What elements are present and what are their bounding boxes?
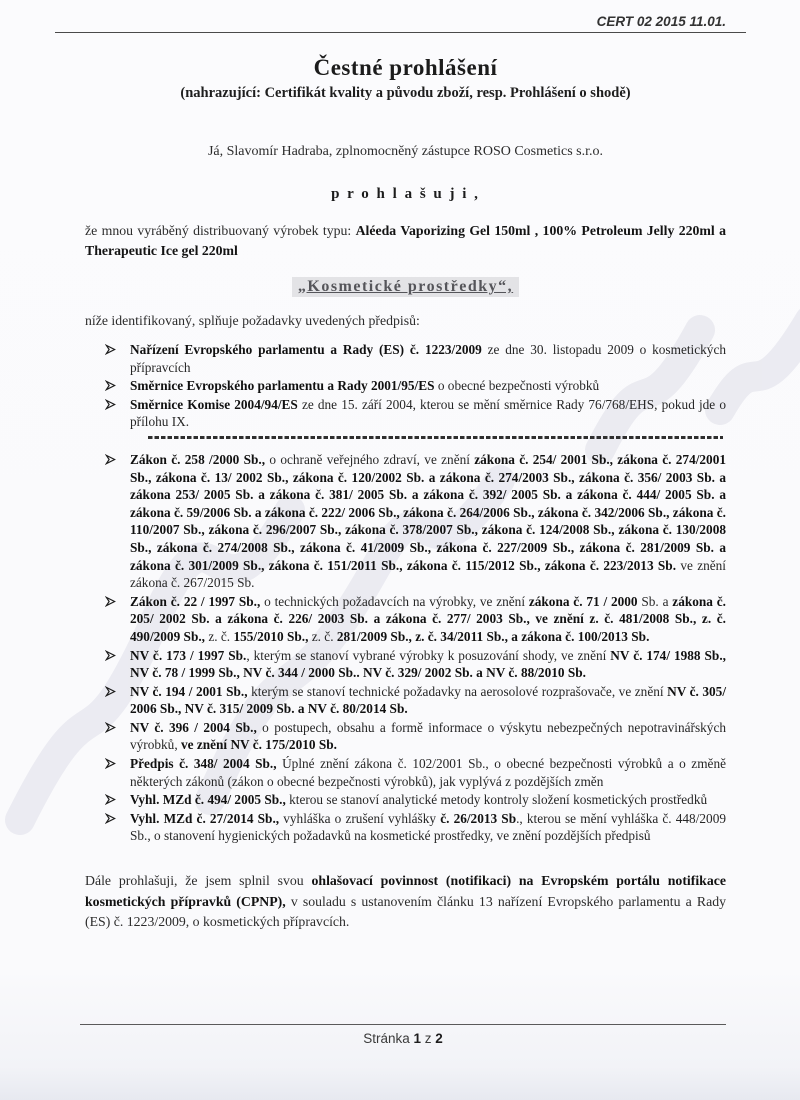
legal-item	[105, 683, 726, 718]
arrow-bullet-icon	[105, 794, 116, 805]
legal-item-text: Vyhl. MZd č. 27/2014 Sb., vyhláška o zrušení vyhlášky č. 26/2013 Sb., kterou se mění vyhláška č. 448/2009 Sb., o stanovení hygienických požadavků na kosmetické prostředky, ve znění pozdějších předpisů	[130, 810, 726, 844]
product-paragraph: že mnou vyráběný distribuovaný výrobek typu: Aléeda Vaporizing Gel 150ml , 100% Petroleum Jelly 220ml a Therapeutic Ice gel 220ml	[85, 223, 727, 258]
arrow-bullet-icon	[105, 454, 116, 465]
page-number-label: Stránka 1 z 2	[363, 1031, 443, 1046]
closing-paragraph: Dále prohlašuji, že jsem splnil svou ohlašovací povinnost (notifikaci) na Evropském portálu notifikace kosmetických přípravků (CPNP), v souladu s ustanovením článku 13 nařízení Evropského parlamentu a Rady (ES) č. 1223/2009, o kosmetických přípravcích.	[85, 873, 726, 930]
legal-item	[105, 810, 726, 845]
legal-item-text: Směrnice Komise 2004/94/ES ze dne 15. září 2004, kterou se mění směrnice Rady 76/768/EHS, pokud jde o přílohu IX.	[130, 396, 726, 430]
declaration-word: p r o h l a š u j i ,	[331, 186, 480, 202]
legal-item-text: Nařízení Evropského parlamentu a Rady (ES) č. 1223/2009 ze dne 30. listopadu 2009 o kosmetických přípravcích	[130, 342, 726, 375]
compliance-intro: níže identifikovaný, splňuje požadavky uvedených předpisů:	[85, 313, 420, 328]
legal-item-text: NV č. 396 / 2004 Sb., o postupech, obsahu a formě informace o výskytu nebezpečných nepotravinářských výrobků, ve znění NV č. 175/2010 Sb.	[130, 719, 726, 753]
arrow-bullet-icon	[105, 722, 116, 733]
legal-item	[105, 755, 726, 790]
arrow-bullet-icon	[105, 344, 116, 355]
arrow-bullet-icon	[105, 758, 116, 769]
legal-item	[105, 791, 726, 809]
legal-item-text: Zákon č. 258 /2000 Sb., o ochraně veřejného zdraví, ve znění zákona č. 254/ 2001 Sb., zákona č. 274/2001 Sb., zákona č. 13/ 2002 Sb., zákona č. 120/2002 Sb. a zákona č. 274/2003 Sb., zákona č. 356/ 2003 Sb. a zákona 253/ 2005 Sb. a zákona č. 381/ 2005 Sb. a zákona č. 392/ 2005 Sb. a zákona č. 444/ 2005 Sb. a zákona č. 59/2006 Sb. a zákona č. 222/ 2006 Sb., zákona č. 264/2006 Sb., zákona č. 342/2006 Sb., zákona č. 110/2007 Sb., zákona č. 296/2007 Sb., zákona č. 378/2007 Sb., zákona č. 124/2008 Sb., zákona č. 130/2008 Sb., zákona č. 274/2008 Sb., zákona č. 41/2009 Sb., zákona č. 227/2009 Sb., zákona č. 281/2009 Sb. a zákona č. 301/2009 Sb., zákona č. 151/2011 Sb., zákona č. 115/2012 Sb., zákona č. 223/2013 Sb. ve znění zákona č. 267/2015 Sb.	[130, 451, 727, 591]
page-footer	[80, 1024, 726, 1046]
category-line	[85, 277, 726, 297]
arrow-bullet-icon	[105, 596, 116, 607]
dashed-separator	[148, 436, 723, 439]
declarant-line: Já, Slavomír Hadraba, zplnomocněný zástupce ROSO Cosmetics s.r.o.	[207, 144, 604, 159]
regulations-secondary-list	[85, 451, 726, 845]
legal-item-text: Zákon č. 22 / 1997 Sb., o technických požadavcích na výrobky, ve znění zákona č. 71 / 2000 Sb. a zákona č. 205/ 2002 Sb. a zákona č. 226/ 2003 Sb. a zákona č. 277/ 2003 Sb., ve znění z. č. 481/2008 Sb., z. č. 490/2009 Sb., z. č. 155/2010 Sb., z. č. 281/2009 Sb., z. č. 34/2011 Sb., a zákona č. 100/2013 Sb.	[130, 593, 726, 644]
legal-item-text: Vyhl. MZd č. 494/ 2005 Sb., kterou se stanoví analytické metody kontroly složení kosmetických prostředků	[130, 792, 708, 808]
legal-item-text: NV č. 194 / 2001 Sb., kterým se stanoví technické požadavky na aerosolové rozprašovače, ve znění NV č. 305/ 2006 Sb., NV č. 315/ 2009 Sb. a NV č. 80/2014 Sb.	[130, 683, 727, 717]
legal-item-text: Předpis č. 348/ 2004 Sb., Úplné znění zákona č. 102/2001 Sb., o obecné bezpečnosti výrobků a o změně některých zákonů (zákon o obecné bezpečnosti výrobků), jak vyplývá z pozdějších změn	[130, 756, 727, 789]
page-title: Čestné prohlášení	[313, 55, 498, 80]
header-rule	[55, 32, 746, 33]
legal-item	[105, 341, 726, 376]
regulations-primary-list	[85, 341, 726, 431]
legal-item-text: Směrnice Evropského parlamentu a Rady 2001/95/ES o obecné bezpečnosti výrobků	[130, 378, 600, 394]
legal-item	[105, 647, 726, 682]
arrow-bullet-icon	[105, 399, 116, 410]
legal-item	[105, 451, 726, 592]
arrow-bullet-icon	[105, 686, 116, 697]
arrow-bullet-icon	[105, 380, 116, 391]
legal-item	[105, 593, 726, 646]
legal-item-text: NV č. 173 / 1997 Sb., kterým se stanoví vybrané výrobky k posuzování shody, ve znění NV č. 174/ 1988 Sb., NV č. 78 / 1999 Sb., NV č. 344 / 2000 Sb.. NV č. 329/ 2002 Sb. a NV č. 88/2010 Sb.	[130, 647, 726, 681]
category-highlight: „Kosmetické prostředky“,	[292, 277, 519, 297]
arrow-bullet-icon	[105, 650, 116, 661]
page-subtitle: (nahrazující: Certifikát kvality a původu zboží, resp. Prohlášení o shodě)	[180, 85, 631, 101]
legal-item	[105, 396, 726, 431]
legal-item	[105, 719, 726, 754]
legal-item	[105, 377, 726, 395]
document-code: CERT 02 2015 11.01.	[596, 14, 726, 29]
arrow-bullet-icon	[105, 813, 116, 824]
